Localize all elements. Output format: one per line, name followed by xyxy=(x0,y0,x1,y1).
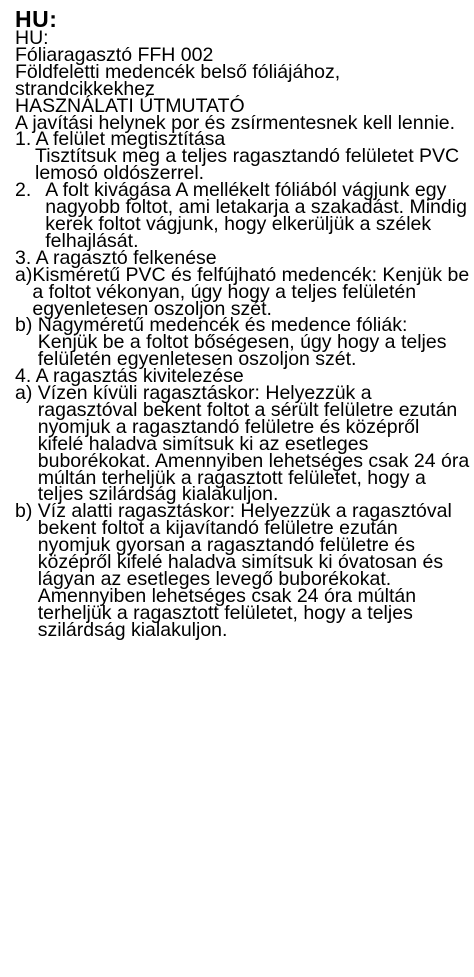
language-code: HU: xyxy=(15,27,49,49)
step-4-heading: 4. A ragasztás kivitelezése xyxy=(15,365,244,388)
step-3a-marker: a) xyxy=(15,263,33,286)
step-2 xyxy=(15,179,470,252)
language-heading: HU: xyxy=(15,6,58,32)
step-3-heading: 3. A ragasztó felkenése xyxy=(15,246,217,269)
product-subtitle: Földfeletti medencék belső fóliájához, strandcikkekhez xyxy=(15,60,346,100)
instruction-document xyxy=(15,8,470,639)
step-2-marker: 2. xyxy=(15,179,32,202)
step-4a xyxy=(15,382,470,506)
step-4b-marker: b) xyxy=(15,500,38,523)
step-3b xyxy=(15,314,470,371)
manual-title: HASZNÁLATI ÚTMUTATÓ xyxy=(15,94,245,117)
step-1-heading: 1. A felület megtisztítása xyxy=(15,128,226,151)
step-4b xyxy=(15,500,470,641)
step-2-text: A folt kivágása A mellékelt fóliából vágjunk egy nagyobb foltot, ami letakarja a szakadást. Mindig kerek foltot vágjunk, hogy elkerüljük a szélek felhajlását. xyxy=(45,179,467,252)
product-name: Fóliaragasztó FFH 002 xyxy=(15,43,214,66)
step-3a-text: Kisméretű PVC és felfújható medencék: Kenjük be a foltot vékonyan, úgy hogy a teljes felületén egyenletesen oszoljon szét. xyxy=(32,263,470,320)
step-4a-marker: a) xyxy=(15,382,38,405)
intro-text: A javítási helynek por és zsírmentesnek kell lennie. xyxy=(15,111,456,134)
step-3a xyxy=(15,263,470,320)
step-3b-text: Nagyméretű medencék és medence fóliák: Kenjük be a foltot bőségesen, úgy hogy a teljes felületén egyenletesen oszoljon szét. xyxy=(37,314,447,371)
step-4a-text: Vízen kívüli ragasztáskor: Helyezzük a ragasztóval bekent foltot a sérült felületre ezután nyomjuk a ragasztandó felületre és középről kifelé haladva simítsuk ki az esetleges buborékokat. Amennyiben lehetséges csak 24 óra múltán terheljük a ragasztott felületet, hogy a teljes szilárdság kialakuljon. xyxy=(37,382,470,506)
step-1-text: Tisztítsuk meg a teljes ragasztandó felületet PVC lemosó oldószerrel. xyxy=(35,145,465,185)
step-4b-text: Víz alatti ragasztáskor: Helyezzük a ragasztóval bekent foltot a kijavítandó felületre ezután nyomjuk gyorsan a ragasztandó felületre és középről kifelé haladva simítsuk ki óvatosan és lágyan az esetleges levegő buborékokat. Amennyiben lehetséges csak 24 óra múltán terheljük a ragasztott felületet, hogy a teljes szilárdság kialakuljon. xyxy=(37,500,452,641)
step-3b-marker: b) xyxy=(15,314,38,337)
